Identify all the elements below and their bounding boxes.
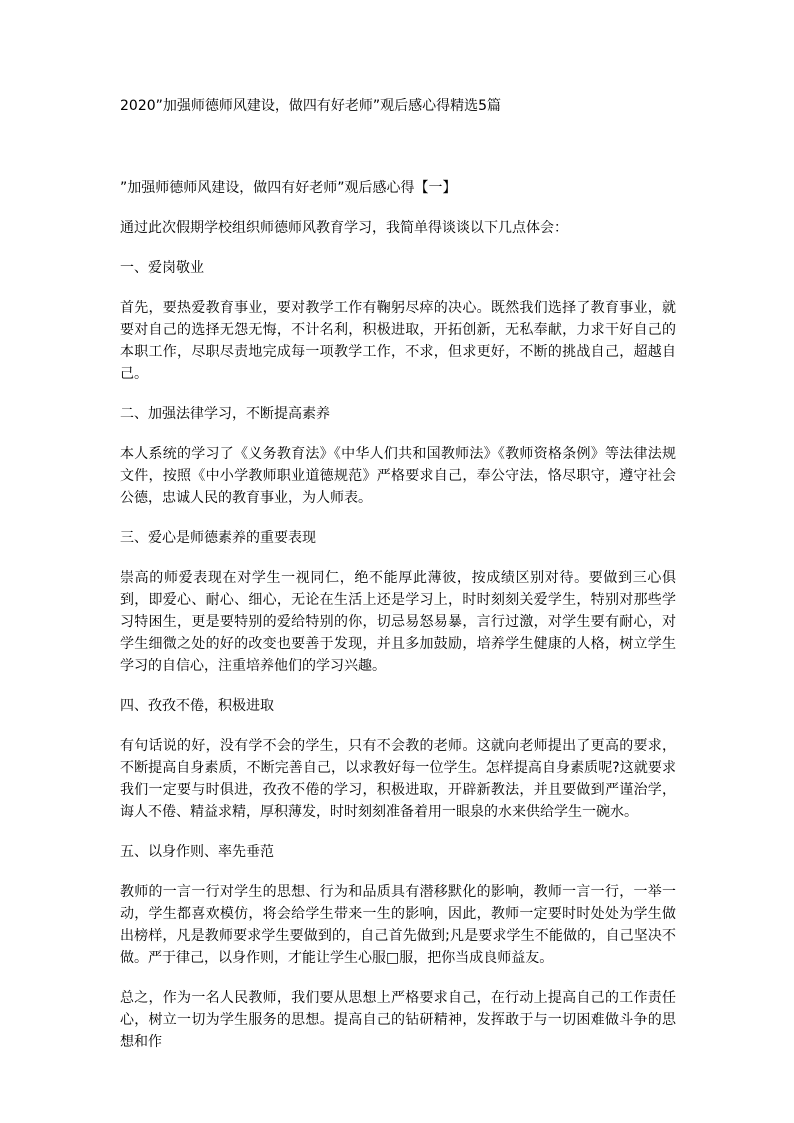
document-body (120, 177, 676, 1071)
section-heading-4: 四、孜孜不倦，积极进取 (120, 698, 274, 714)
section-heading-2: 二、加强法律学习，不断提高素养 (120, 406, 330, 422)
section-heading-3: 三、爱心是师德素养的重要表现 (120, 530, 316, 546)
intro-paragraph: 通过此次假期学校组织师德师风教育学习，我简单得谈谈以下几点体会： (120, 220, 568, 236)
section-title: ”加强师德师风建设，做四有好老师”观后感心得【一】 (120, 180, 457, 196)
section-heading-5: 五、以身作则、率先垂范 (120, 844, 274, 860)
section-body-1: 首先，要热爱教育事业，要对教学工作有鞠躬尽瘁的决心。既然我们选择了教育事业，就要对自己的选择无怨无悔，不计名利，积极进取，开拓创新，无私奉献，力求干好自己的本职工作，尽职尽责地完成每一项教学工作，不求，但求更好，不断的挑战自己，超越自己。 (120, 300, 676, 382)
section-body-5: 教师的一言一行对学生的思想、行为和品质具有潜移默化的影响，教师一言一行，一举一动，学生都喜欢模仿，将会给学生带来一生的影响，因此，教师一定要时时处处为学生做出榜样，凡是教师要求学生要做到的，自己首先做到;凡是要求学生不能做的，自己坚决不做。严于律己，以身作则，才能让学生心服□服，把你当成良师益友。 (120, 884, 676, 966)
section-body-3: 崇高的师爱表现在对学生一视同仁，绝不能厚此薄彼，按成绩区别对待。要做到三心俱到，即爱心、耐心、细心，无论在生活上还是学习上，时时刻刻关爱学生，特别对那些学习特困生，更是要特别的爱给特别的你，切忌易怒易暴，言行过激，对学生要有耐心，对学生细微之处的好的改变也要善于发现，并且多加鼓励，培养学生健康的人格，树立学生学习的自信心，注重培养他们的学习兴趣。 (120, 570, 676, 674)
document-title: 2020”加强师德师风建设，做四有好老师”观后感心得精选5篇 (120, 98, 502, 114)
section-heading-1: 一、爱岗敬业 (120, 260, 204, 276)
section-body-2: 本人系统的学习了《义务教育法》《中华人们共和国教师法》《教师资格条例》等法律法规文件，按照《中小学教师职业道德规范》严格要求自己，奉公守法，恪尽职守，遵守社会公德，忠诚人民的教育事业，为人师表。 (120, 446, 676, 506)
section-body-4: 有句话说的好，没有学不会的学生，只有不会教的老师。这就向老师提出了更高的要求，不断提高自身素质，不断完善自己，以求教好每一位学生。怎样提高自身素质呢?这就要求我们一定要与时俱进，孜孜不倦的学习，积极进取，开辟新教法，并且要做到严谨治学，诲人不倦、精益求精，厚积薄发，时时刻刻准备着用一眼泉的水来供给学生一碗水。 (120, 738, 676, 820)
conclusion-paragraph: 总之，作为一名人民教师，我们要从思想上严格要求自己，在行动上提高自己的工作责任心，树立一切为学生服务的思想。提高自己的钻研精神，发挥敢于与一切困难做斗争的思想和作 (120, 990, 676, 1050)
